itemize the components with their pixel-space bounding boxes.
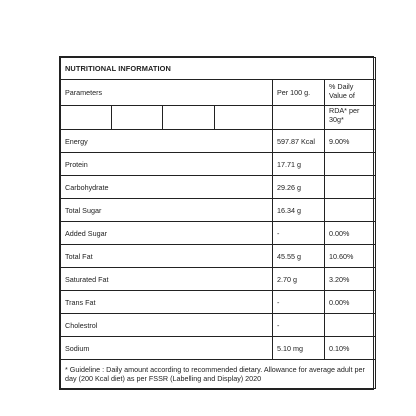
- header-rda-bottom: RDA* per 30g*: [325, 106, 376, 130]
- row-parameter: Total Sugar: [61, 199, 273, 222]
- row-per-100g: -: [273, 291, 325, 314]
- table-row: [61, 314, 376, 337]
- row-per-100g: -: [273, 314, 325, 337]
- header-per-100g: Per 100 g.: [273, 80, 325, 106]
- row-per-100g: 45.55 g: [273, 245, 325, 268]
- row-rda: 0.00%: [325, 291, 376, 314]
- table-row: [61, 153, 376, 176]
- title-row: [61, 58, 376, 80]
- row-parameter: Protein: [61, 153, 273, 176]
- footnote-row: [61, 360, 376, 389]
- row-parameter: Total Fat: [61, 245, 273, 268]
- row-parameter: Energy: [61, 130, 273, 153]
- table-row: [61, 291, 376, 314]
- empty-cell: [112, 106, 163, 130]
- table-row: [61, 130, 376, 153]
- row-per-100g: 17.71 g: [273, 153, 325, 176]
- table-row: [61, 199, 376, 222]
- footnote: * Guideline : Daily amount according to recommended dietary. Allowance for average adult per day (200 Kcal diet) as per FSSR (Labelling and Display) 2020: [61, 360, 376, 389]
- table-row: [61, 176, 376, 199]
- header-rda-top: % Daily Value of: [325, 80, 376, 106]
- row-per-100g: 2.70 g: [273, 268, 325, 291]
- row-per-100g: 5.10 mg: [273, 337, 325, 360]
- row-rda: [325, 314, 376, 337]
- nutrition-table: [60, 57, 376, 389]
- header-parameters: Parameters: [61, 80, 273, 106]
- row-rda: 9.00%: [325, 130, 376, 153]
- row-rda: [325, 153, 376, 176]
- row-per-100g: 29.26 g: [273, 176, 325, 199]
- subheader-row: [61, 106, 376, 130]
- row-parameter: Saturated Fat: [61, 268, 273, 291]
- table-row: [61, 222, 376, 245]
- row-per-100g: 16.34 g: [273, 199, 325, 222]
- nutrition-panel: [59, 56, 374, 390]
- row-per-100g: 597.87 Kcal: [273, 130, 325, 153]
- row-rda: 3.20%: [325, 268, 376, 291]
- row-per-100g: -: [273, 222, 325, 245]
- row-parameter: Cholestrol: [61, 314, 273, 337]
- row-parameter: Trans Fat: [61, 291, 273, 314]
- row-rda: [325, 199, 376, 222]
- row-rda: 0.00%: [325, 222, 376, 245]
- table-title: NUTRITIONAL INFORMATION: [61, 58, 376, 80]
- row-parameter: Carbohydrate: [61, 176, 273, 199]
- row-parameter: Added Sugar: [61, 222, 273, 245]
- table-row: [61, 268, 376, 291]
- header-row: [61, 80, 376, 106]
- row-rda: 0.10%: [325, 337, 376, 360]
- empty-cell: [215, 106, 273, 130]
- empty-cell: [163, 106, 215, 130]
- row-rda: 10.60%: [325, 245, 376, 268]
- row-parameter: Sodium: [61, 337, 273, 360]
- empty-cell: [61, 106, 112, 130]
- row-rda: [325, 176, 376, 199]
- table-row: [61, 337, 376, 360]
- table-row: [61, 245, 376, 268]
- empty-cell: [273, 106, 325, 130]
